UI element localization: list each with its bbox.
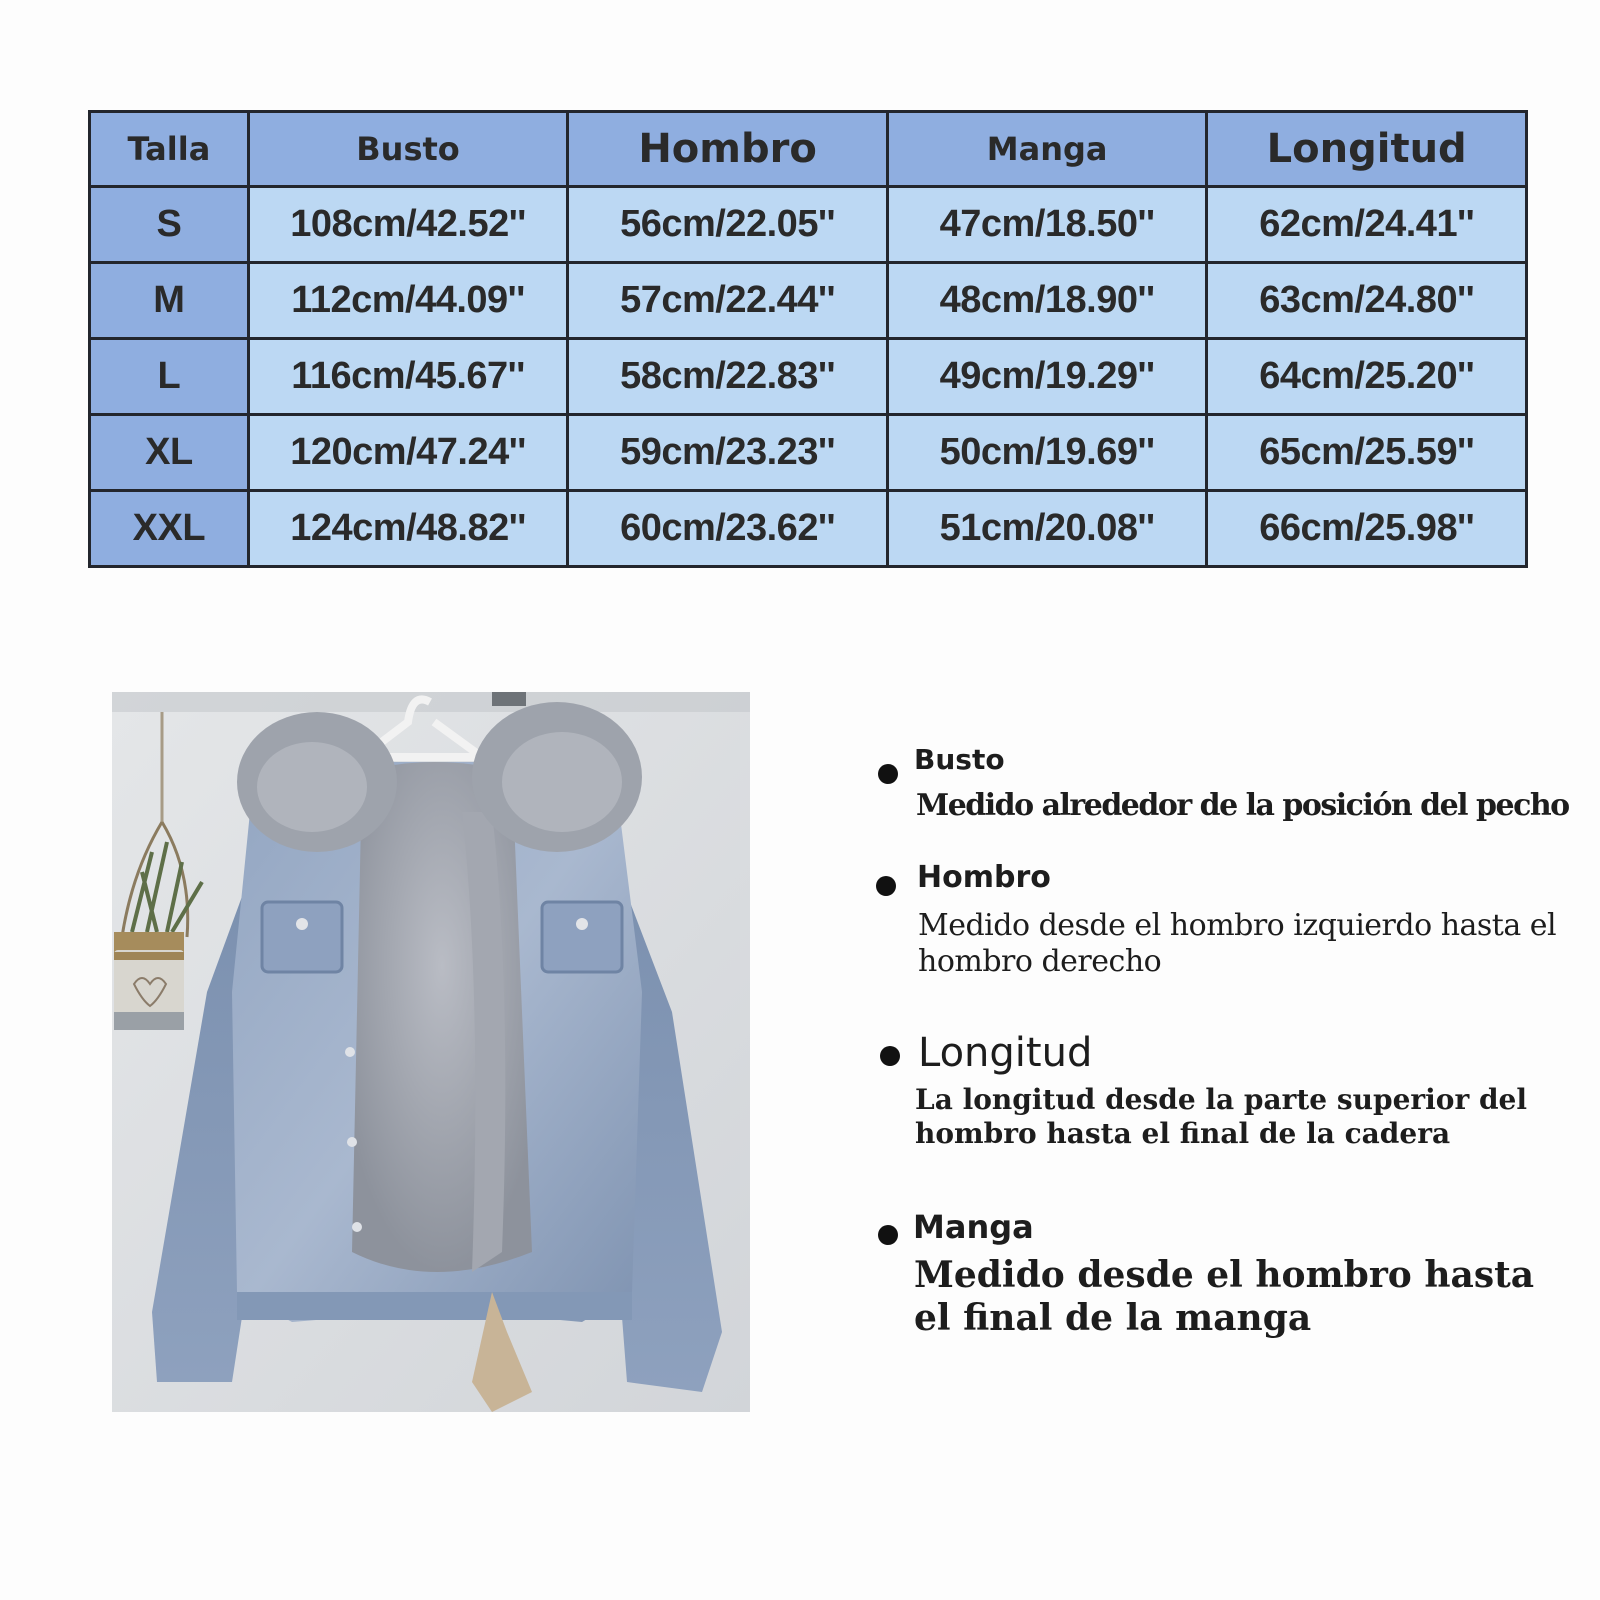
header-row: [90, 112, 1527, 187]
guide-description: Medido desde el hombro izquierdo hasta el hombro derecho: [918, 908, 1557, 979]
busto-value: 124cm/48.82'': [248, 491, 568, 567]
manga-value: 47cm/18.50'': [887, 187, 1207, 263]
header-longitud: Longitud: [1207, 112, 1527, 187]
manga-value: 48cm/18.90'': [887, 263, 1207, 339]
hombro-value: 58cm/22.83'': [568, 339, 888, 415]
header-manga: Manga: [887, 112, 1207, 187]
denim-jacket-photo: [112, 692, 750, 1412]
size-label: XL: [90, 415, 249, 491]
guide-title: Busto: [914, 743, 1005, 776]
guide-description: Medido desde el hombro hasta el final de la manga: [914, 1254, 1535, 1340]
longitud-value: 66cm/25.98'': [1207, 491, 1527, 567]
manga-value: 51cm/20.08'': [887, 491, 1207, 567]
busto-value: 116cm/45.67'': [248, 339, 568, 415]
hombro-value: 59cm/23.23'': [568, 415, 888, 491]
table-row: [90, 339, 1527, 415]
size-chart-table: [88, 110, 1528, 568]
size-label: S: [90, 187, 249, 263]
size-label: L: [90, 339, 249, 415]
table-row: [90, 415, 1527, 491]
longitud-value: 62cm/24.41'': [1207, 187, 1527, 263]
bullet-icon: [876, 876, 896, 896]
longitud-value: 63cm/24.80'': [1207, 263, 1527, 339]
header-hombro: Hombro: [568, 112, 888, 187]
table-row: [90, 263, 1527, 339]
size-label: M: [90, 263, 249, 339]
manga-value: 50cm/19.69'': [887, 415, 1207, 491]
hombro-value: 57cm/22.44'': [568, 263, 888, 339]
header-talla: Talla: [90, 112, 249, 187]
longitud-value: 64cm/25.20'': [1207, 339, 1527, 415]
bullet-icon: [880, 1046, 900, 1066]
bullet-icon: [878, 1225, 898, 1245]
guide-title: Hombro: [917, 860, 1051, 895]
header-busto: Busto: [248, 112, 568, 187]
guide-title: Longitud: [918, 1030, 1093, 1076]
hombro-value: 56cm/22.05'': [568, 187, 888, 263]
hombro-value: 60cm/23.62'': [568, 491, 888, 567]
busto-value: 112cm/44.09'': [248, 263, 568, 339]
bullet-icon: [878, 764, 898, 784]
guide-description: La longitud desde la parte superior del hombro hasta el final de la cadera: [915, 1083, 1527, 1150]
manga-value: 49cm/19.29'': [887, 339, 1207, 415]
size-label: XXL: [90, 491, 249, 567]
table-row: [90, 491, 1527, 567]
busto-value: 108cm/42.52'': [248, 187, 568, 263]
longitud-value: 65cm/25.59'': [1207, 415, 1527, 491]
table-row: [90, 187, 1527, 263]
guide-description: Medido alrededor de la posición del pecho: [916, 788, 1569, 823]
busto-value: 120cm/47.24'': [248, 415, 568, 491]
guide-title: Manga: [913, 1208, 1034, 1246]
